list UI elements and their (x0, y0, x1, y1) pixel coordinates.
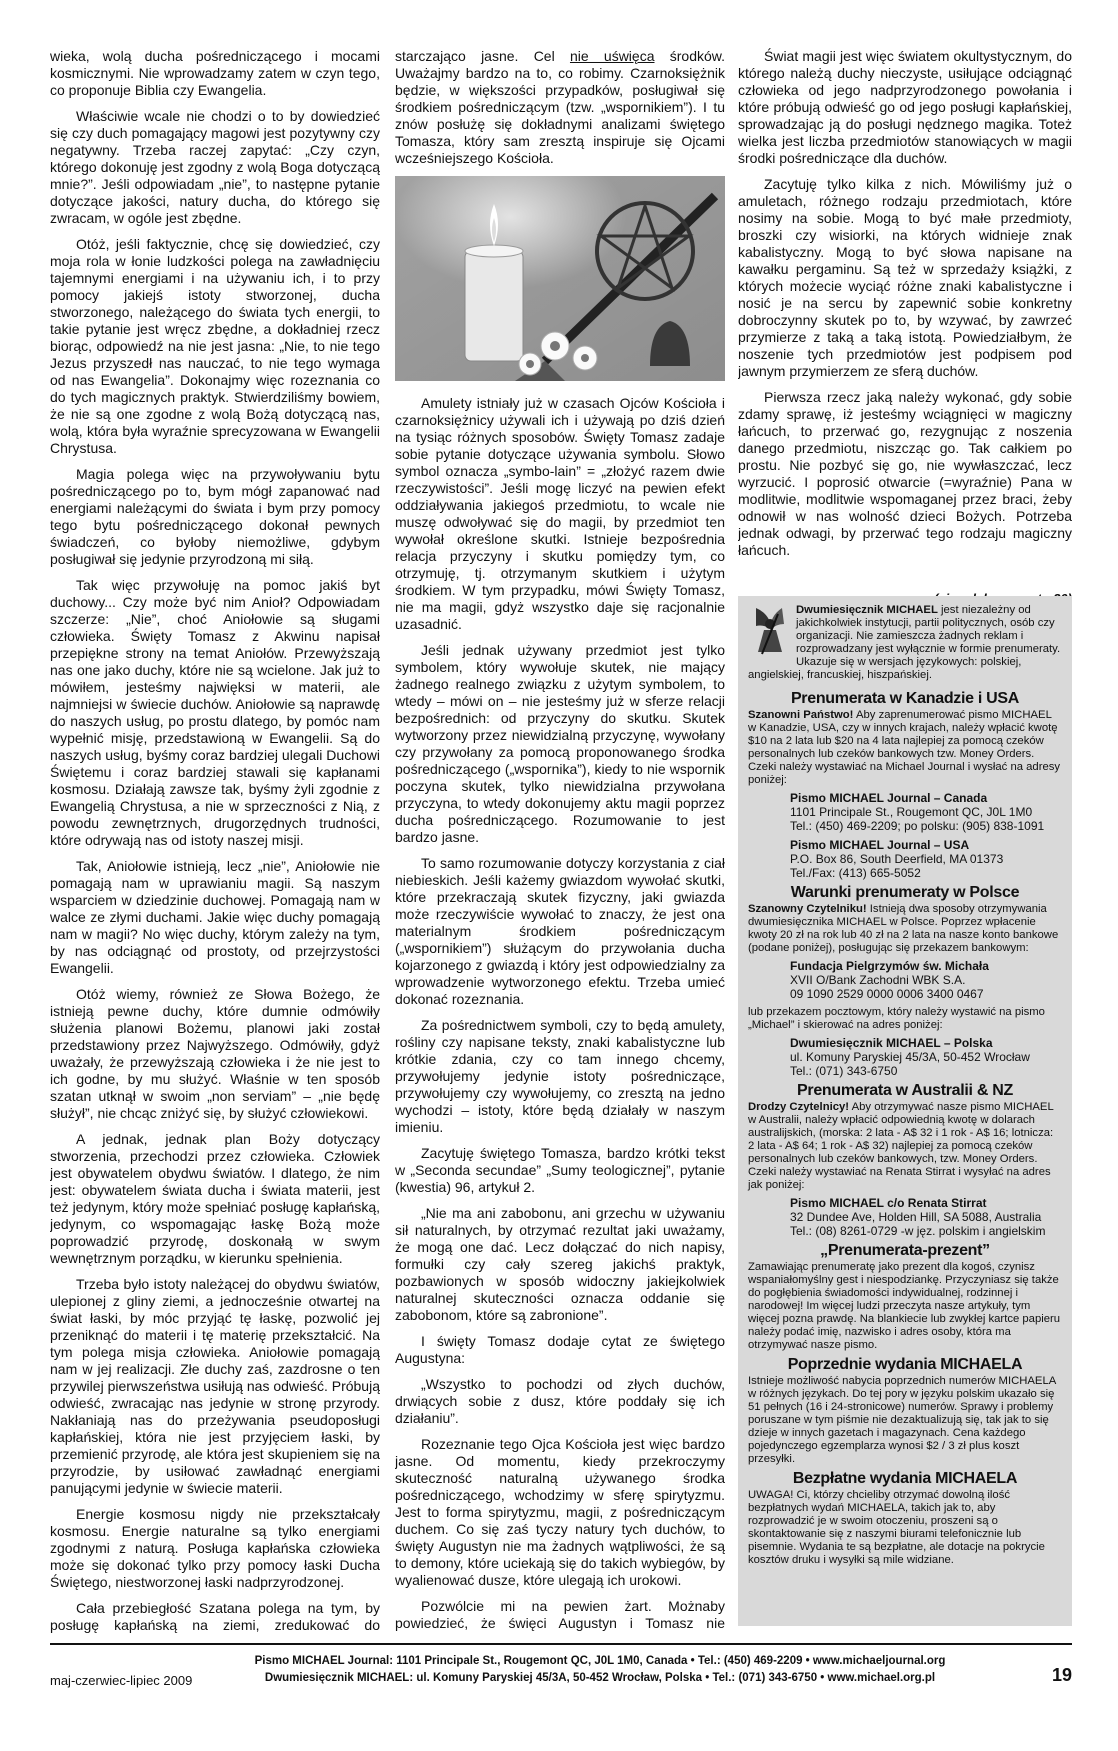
paragraph: „Wszystko to pochodzi od złych duchów, drwiących sobie z dusz, które poddały się ich działaniu”. (395, 1376, 725, 1426)
section-heading-poland: Warunki prenumeraty w Polsce (790, 884, 1020, 901)
sidebar-paragraph: lub przekazem pocztowym, który należy wystawić na pismo „Michael” i skierować na adres poniżej: (748, 1006, 1045, 1031)
paragraph: A jednak, jednak plan Boży dotyczący stworzenia, przechodzi przez człowieka. Człowiek jest obywatelem obydwu światów. I dlatego, że nim jest: obywatelem świata ducha i świata materii, jest też jedynym, który może spełniać posługę kapłańską, jedynym, co wspomagając łaskę Bożą może poprowadzić przyrodę, doskonałą w swym wewnętrznym porządku, w kierunku spełnienia. (50, 1131, 380, 1266)
paragraph: Rozeznanie tego Ojca Kościoła jest więc bardzo jasne. Od momentu, kiedy przekroczymy skuteczność naturalną używanego środka pośredniczącego, wchodzimy w sferę spirytyzmu. Jest to forma spirytyzmu, magii, z pośredniczącym duchem. Co się zaś tyczy natury tych duchów, to święty Augustyn nie ma żadnych wątpliwości, że są to demony, które uciekają się do takich wybiegów, by wyalienować dusze, które ulegają ich urokowi. (395, 1436, 725, 1588)
paragraph: Otóż, jeśli faktycznie, chcę się dowiedzieć, czy moja rola w łonie ludzkości polega na zawładnięciu tajemnymi energiami i na używaniu ich, i to przy pomocy jakiejś istoty stworzonej, ducha stworzonego, należącego do świata tych energii, to takie pytanie jest wręcz zbędne, a dokładniej rzecz biorąc, odpowiedź na nie jest jasna: „Nie, to nie tego Jezus przyszedł nas nauczać, to nie tego wymaga od nas Ewangelia”. Dokonajmy więc rozeznania co do tych magicznych praktyk. Stwierdziliśmy bowiem, że nie są one zgodne z wolą Bożą dotyczącą nas, wolą, która była wyraźnie sprecyzowana w Ewangelii Chrystusa. (50, 236, 380, 456)
section-heading-back-issues: Poprzednie wydania MICHAELA (787, 1356, 1023, 1373)
article-column-2 (395, 48, 725, 1633)
paragraph: Pozwólcie mi na pewien żart. Możnaby powiedzieć, że święci Augustyn i Tomasz nie (395, 1598, 725, 1631)
sidebar-paragraph: Szanowny Czytelniku! Istnieją dwa sposoby otrzymywania dwumiesięcznika MICHAEL w Polsce. Poprzez wpłacenie kwoty 20 zł na rok lub 40 zł na 2 lata na nasze konto bankowe (podane poniżej), posługując się przekazem bankowym: (748, 903, 1059, 954)
section-heading-free-issues: Bezpłatne wydania MICHAELA (792, 1470, 1018, 1487)
paragraph: Energie kosmosu nigdy nie przekształcały kosmosu. Energie naturalne są tylko energiami zgodnymi z naturą. Posługa kapłańska człowieka może się dokonać tylko przy pomocy łaski Ducha Świętego, niestworzonej łaski nadprzyrodzonej. (50, 1506, 380, 1590)
paragraph: wieka, wolą ducha pośredniczącego i mocami kosmicznymi. Nie wprowadzamy zatem w czyn tego, co proponuje Biblia czy Ewangelia. (50, 48, 380, 98)
section-heading-canada-usa: Prenumerata w Kanadzie i USA (790, 690, 1020, 707)
sidebar-intro: Dwumiesięcznik MICHAEL jest niezależny od jakichkolwiek instytucji, partii politycznych, osób czy organizacji. Nie zamieszcza żadnych reklam i rozprowadzany jest wyłącznie w formie prenumeraty. Ukazuje się w wersjach językowych: polskiej, angielskiej, francuskiej, hiszpańskiej. (748, 604, 1061, 681)
paragraph: Tak więc przywołuję na pomoc jakiś byt duchowy... Czy może być nim Anioł? Odpowiadam szczerze: „Nie”, choć Aniołowie są sługami człowieka. Święty Tomasz z Akwinu napisał przepiękne strony na temat Aniołów. Przewyższają nas one jako duchy, które nie są wcielone. Jak już to mówiłem, jesteśmy najwięksi w materii, ale najmniejsi w świecie duchów. Aniołowie są naprawdę do naszych usług, po prostu dlatego, by pomóc nam wypełnić misję, przedstawioną w Ewangelii. Są do naszych usług, byśmy coraz bardziej ulegali Duchowi Świętemu i coraz bardziej stawali się kapłanami kosmosu. Działają zawsze tak, byśmy żyli zgodnie z Ewangelią Chrystusa, a nie w sprzeczności z Nią, z powodu zewnętrznych, drugorzędnych trudności, które odrywają nas od istoty naszej misji. (50, 577, 380, 848)
article-column-1 (50, 48, 380, 1633)
paragraph: Zacytuję tylko kilka z nich. Mówiliśmy już o amuletach, różnego rodzaju przedmiotach, które nosimy na sobie. Mogą to być małe przedmioty, broszki czy wisiorki, na których widnieje znak kabalistyczny. Mogą to być słowa napisane na kawałku pergaminu. Są też w sprzedaży książki, z których możecie wyciąć różne znaki kabalistyczne i nosić je na sercu by zapewnić sobie konkretny dobroczynny skutek po to, by wzywać, by zawrzeć przymierze z taką a taką istotą. Powiedziałbym, że noszenie tych przedmiotów jest podpisem pod jawnym przymierzem ze sferą duchów. (738, 176, 1072, 379)
address-usa: Pismo MICHAEL Journal – USA P.O. Box 86, South Deerfield, MA 01373 Tel./Fax: (413) 665-5052 (790, 838, 1004, 880)
bank-account: Fundacja Pielgrzymów św. Michała XVII O/Bank Zachodni WBK S.A. 09 1090 2529 0000 0006 3400 0467 (790, 959, 989, 1001)
subscription-sidebar (738, 596, 1072, 1626)
article-column-3 (738, 48, 1072, 616)
sidebar-paragraph: Drodzy Czytelnicy! Aby otrzymywać nasze pismo MICHAEL w Australii, należy wpłacić odpowiednią kwotę w dolarach australijskich, (morska: 2 lata - A$ 32 i 1 rok - A$ 16; lotnicza: 2 lata - A$ 64; 1 rok - A$ 32) najlepiej za pomocą czeków personalnych lub czeków bankowych, tzw. Money Orders. Czeki należy wystawiać na Renata Stirrat i wysyłać na adres jak poniżej: (748, 1101, 1054, 1191)
sidebar-paragraph: Zamawiając prenumeratę jako prezent dla kogoś, czynisz wspaniałomyślny gest i niespodziankę. Przyczyniasz się także do pogłębienia świadomości indywidualnej, rodzinnej i narodowej! Im więcej ludzi przeczyta nasze artykuły, tym więcej pozna prawdę. Na blankiecie lub zwykłej kartce papieru należy podać imię, nazwisko i adres osoby, która ma otrzymywać nasze pismo. (748, 1261, 1061, 1351)
article-column-3-text (738, 48, 1072, 590)
issue-date: maj-czerwiec-lipiec 2009 (50, 1673, 193, 1688)
page-footer (50, 1643, 1072, 1705)
page-number: 19 (1051, 1665, 1072, 1685)
paragraph: Zacytuję świętego Tomasza, bardzo krótki tekst w „Seconda secundae” „Sumy teologicznej”, pytanie (kwestia) 96, artykuł 2. (395, 1145, 725, 1195)
footer-contact: Pismo MICHAEL Journal: 1101 Principale St., Rougemont QC, J0L 1M0, Canada • Tel.: (450) 469-2209 • www.michaeljournal.org Dwumiesięcznik MICHAEL: ul. Komuny Paryskiej 45/3A, 50-452 Wrocław, Polska • Tel.: (071) 343-6750 • www.michael.org.pl (254, 1655, 946, 1684)
sidebar-paragraph: UWAGA! Ci, którzy chcieliby otrzymać dowolną ilość bezpłatnych wydań MICHAELA, takich jak to, aby rozprowadzić je w swoim otoczeniu, proszeni są o skontaktowanie się z naszymi biurami telefonicznie lub pisemnie. Wydania te są bezpłatne, ale dotacje na pokrycie kosztów druku i wysyłki są mile widziane. (748, 1489, 1045, 1566)
paragraph: Cała przebiegłość Szatana polega na tym, by posługę kapłańską na ziemi, zredukować do (50, 1600, 380, 1633)
paragraph: Otóż wiemy, również ze Słowa Bożego, że istnieją pewne duchy, które dumnie odmówiły służenia planowi Bożemu, planowi jaki został przedstawiony przez Najwyższego. Odmówiły, gdyż uważały, że przewyższają człowieka i że nie jest to ich godne, by mu służyć. Właśnie w ten sposób szatan utknął w swoim „non serviam” – „nie będę służył”, nie chcąc zniżyć się, by służyć człowiekowi. (50, 986, 380, 1121)
paragraph: Świat magii jest więc światem okultystycznym, do którego należą duchy nieczyste, usiłujące odciągnąć człowieka od jego nadprzyrodzonego powołania i które próbują odwieść go od jego posługi kapłańskiej, sprowadzając ją do posługi nędznego magika. Toteż wielka jest liczba przedmiotów stanowiących w magii środki pośredniczące dla duchów. (738, 48, 1072, 166)
paragraph: Amulety istniały już w czasach Ojców Kościoła i czarnoksiężnicy używali ich i używają po dziś dzień na tysiąc różnych sposobów. Święty Tomasz zadaje sobie pytanie dotyczące używania symbolu. Słowo symbol oznacza „symbo-lain” = „złożyć razem dwie rzeczywistości”. Jeśli mogę liczyć na pewien efekt oddziaływania jakiegoś przedmiotu, to wcale nie muszę odwoływać się do magii, by przedmiot ten wywołał określone skutki. Istnieje bezpośrednia relacja przyczyny i skutku pomiędzy tym, co otrzymuję, tj. otrzymanym skutkiem i użytym środkiem. W tym przypadku, mówi Święty Tomasz, nie ma magii, gdyż wszystko daje się racjonalnie uzasadnić. (395, 395, 725, 632)
paragraph: Tak, Aniołowie istnieją, lecz „nie”, Aniołowie nie pomagają nam w uprawianiu magii. Są naszym wsparciem w dziedzinie duchowej. Pomagają nam w walce ze złymi duchami. Jakie więc duchy pomagają nam w magii? No więc duchy, którym zależy na tym, by nas odciągnąć od prostoty, od przejrzystości Ewangelii. (50, 858, 380, 976)
archangel-michael-icon (748, 604, 790, 656)
paragraph: I święty Tomasz dodaje cytat ze świętego Augustyna: (395, 1333, 725, 1366)
paragraph: Za pośrednictwem symboli, czy to będą amulety, rośliny czy napisane teksty, znaki kabalistyczne lub krótkie zdania, czy co tam innego chcemy, przywołujemy jedynie istoty pośredniczące, przywołujemy czy wywołujemy, co zresztą na jedno wychodzi – istoty, które będą działały w naszym imieniu. (395, 1017, 725, 1135)
sidebar-paragraph: Szanowni Państwo! Aby zaprenumerować pismo MICHAEL w Kanadzie, USA, czy w innych krajach, należy wpłacić kwotę $10 na 2 lata lub $20 na 4 lata najlepiej za pomocą czeków personalnych lub czeków bankowych tzw. Money Orders. Czeki należy wystawiać na Michael Journal i wysłać na adresy poniżej: (748, 709, 1061, 786)
section-heading-gift: „Prenumerata-prezent” (820, 1242, 990, 1259)
address-poland: Dwumiesięcznik MICHAEL – Polska ul. Komuny Paryskiej 45/3A, 50-452 Wrocław Tel.: (071) 343-6750 (790, 1036, 1030, 1078)
section-heading-australia: Prenumerata w Australii & NZ (797, 1082, 1013, 1099)
paragraph-intro: starczająco jasne. Cel nie uświęca środków. Uważajmy bardzo na to, co robimy. Czarnoksiężnik będzie, w większości przypadków, posługiwał się środkiem pośredniczącym (tzw. „wspornikiem”). I tu znów posłużę się dokładnymi analizami świętego Tomasza, który sam zresztą inspiruje się Ojcami wcześniejszego Kościoła. (395, 48, 725, 166)
paragraph: To samo rozumowanie dotyczy korzystania z ciał niebieskich. Jeśli każemy gwiazdom wywołać skutki, które przekraczają skutek fizyczny, jaki gwiazda może rzeczywiście wywołać to znaczy, że jest ona materialnym środkiem pośredniczącym („wspornikiem”) służącym do przywołania ducha kojarzonego z gwiazdą i który jest odpowiedzialny za wprowadzenie wytworzonego efektu. Trzeba umieć dokonać rozeznania. (395, 855, 725, 1007)
underlined-phrase: nie uświęca (569, 48, 655, 64)
sidebar-paragraph: Istnieje możliwość nabycia poprzednich numerów MICHAELA w różnych językach. Do tej pory w języku polskim ukazało się 51 pełnych (16 i 24-stronicowe) numerów. Sprawy i problemy poruszane w tym piśmie nie dezaktualizują się, tak jak to się dzieje w innych gazetach i magazynach. Cena każdego pojedynczego egzemplarza wynosi $2 / 3 zł plus koszt przesyłki. (748, 1375, 1056, 1465)
address-canada: Pismo MICHAEL Journal – Canada 1101 Principale St., Rougemont QC, J0L 1M0 Tel.: (450) 469-2209; po polsku: (905) 838-1091 (790, 791, 1045, 833)
paragraph: Jeśli jednak używany przedmiot jest tylko symbolem, który wywołuje skutek, nie mający żadnego realnego związku z użytym symbolem, to wtedy – mówi on – nie jesteśmy już w sferze relacji bezpośrednich: od przyczyny do skutku. Skutek wytworzony przez niewidzialną przyczynę, wywołany czy przywołany za pomocą proponowanego środka pośredniczącego („wspornika”), kiedy to nie wspornik poczyna skutek, tylko niewidzialna przywołana przyczyna, to wtedy dokonujemy aktu magii poprzez ducha pośredniczącego. Rozumowanie to jest bardzo jasne. (395, 642, 725, 845)
article-photo (395, 176, 725, 381)
paragraph: Magia polega więc na przywoływaniu bytu pośredniczącego po to, bym mógł zapanować nad energiami należącymi do świata i bym przy pomocy tego bytu pośredniczącego dokonał pewnych świadczeń, co byłoby niemożliwe, gdybym posługiwał się jedynie przyrodzoną mi siłą. (50, 466, 380, 567)
paragraph: „Nie ma ani zabobonu, ani grzechu w używaniu sił naturalnych, by otrzymać rezultat jaki uważamy, że mogą one dać. Lecz dołączać do nich napisy, formułki czy cały szereg jakichś praktyk, pozbawionych w sposób widoczny jakiejkolwiek naturalnej skuteczności oznacza oddanie się zabobonom, które są zabronione”. (395, 1205, 725, 1323)
address-australia: Pismo MICHAEL c/o Renata Stirrat 32 Dundee Ave, Holden Hill, SA 5088, Australia Tel.: (08) 8261-0729 -w jęz. polskim i angielskim (790, 1196, 1046, 1238)
paragraph: Właściwie wcale nie chodzi o to by dowiedzieć się czy duch pomagający magowi jest pozytywny czy negatywny. Trzeba raczej zapytać: „Czy czyn, którego dokonuję jest zgodny z wolą Boga dotyczącą mnie?”. Jeśli odpowiadam „nie”, to następne pytanie dotyczące jakości, natury ducha, do którego się zwracam, w ogóle jest zbędne. (50, 108, 380, 226)
paragraph: Pierwsza rzecz jaką należy wykonać, gdy sobie zdamy sprawę, iż jesteśmy wciągnięci w magiczny łańcuch, to przerwać go, rezygnując z noszenia danego przedmiotu, niszcząc go. Tak całkiem po prostu. Nie pozbyć się go, nie wywłaszczać, lecz wyrzucić. I poprosić otwarcie (=wyraźnie) Pana w modlitwie, modlitwie wspomaganej przez braci, żeby odnowił w nas wolność dzieci Bożych. Potrzeba jednak odwagi, by przerwać tego rodzaju magiczny łańcuch. (738, 389, 1072, 558)
paragraph: Trzeba było istoty należącej do obydwu światów, ulepionej z gliny ziemi, a jednocześnie otwartej na świat łaski, by móc przyjąć tę łaskę, pozwolić jej przeniknąć do materii i tę materię przekształcić. Na tym polega misja człowieka. Aniołowie pomagają nam w jej realizacji. Złe duchy zaś, zazdrosne o ten przywilej pierwszeństwa usiłują nas odwieść. Próbują odwieść, zwracając nas jedynie w stronę przyrody. Nakłaniają nas do przeżywania pseudoposługi kapłańskiej, która nie jest przyjęciem łaski, by przemienić przyrodę, ale która jest skupieniem się na przyrodzie, by usiłować zawładnąć energiami panującymi jedynie w świecie materii. (50, 1276, 380, 1496)
